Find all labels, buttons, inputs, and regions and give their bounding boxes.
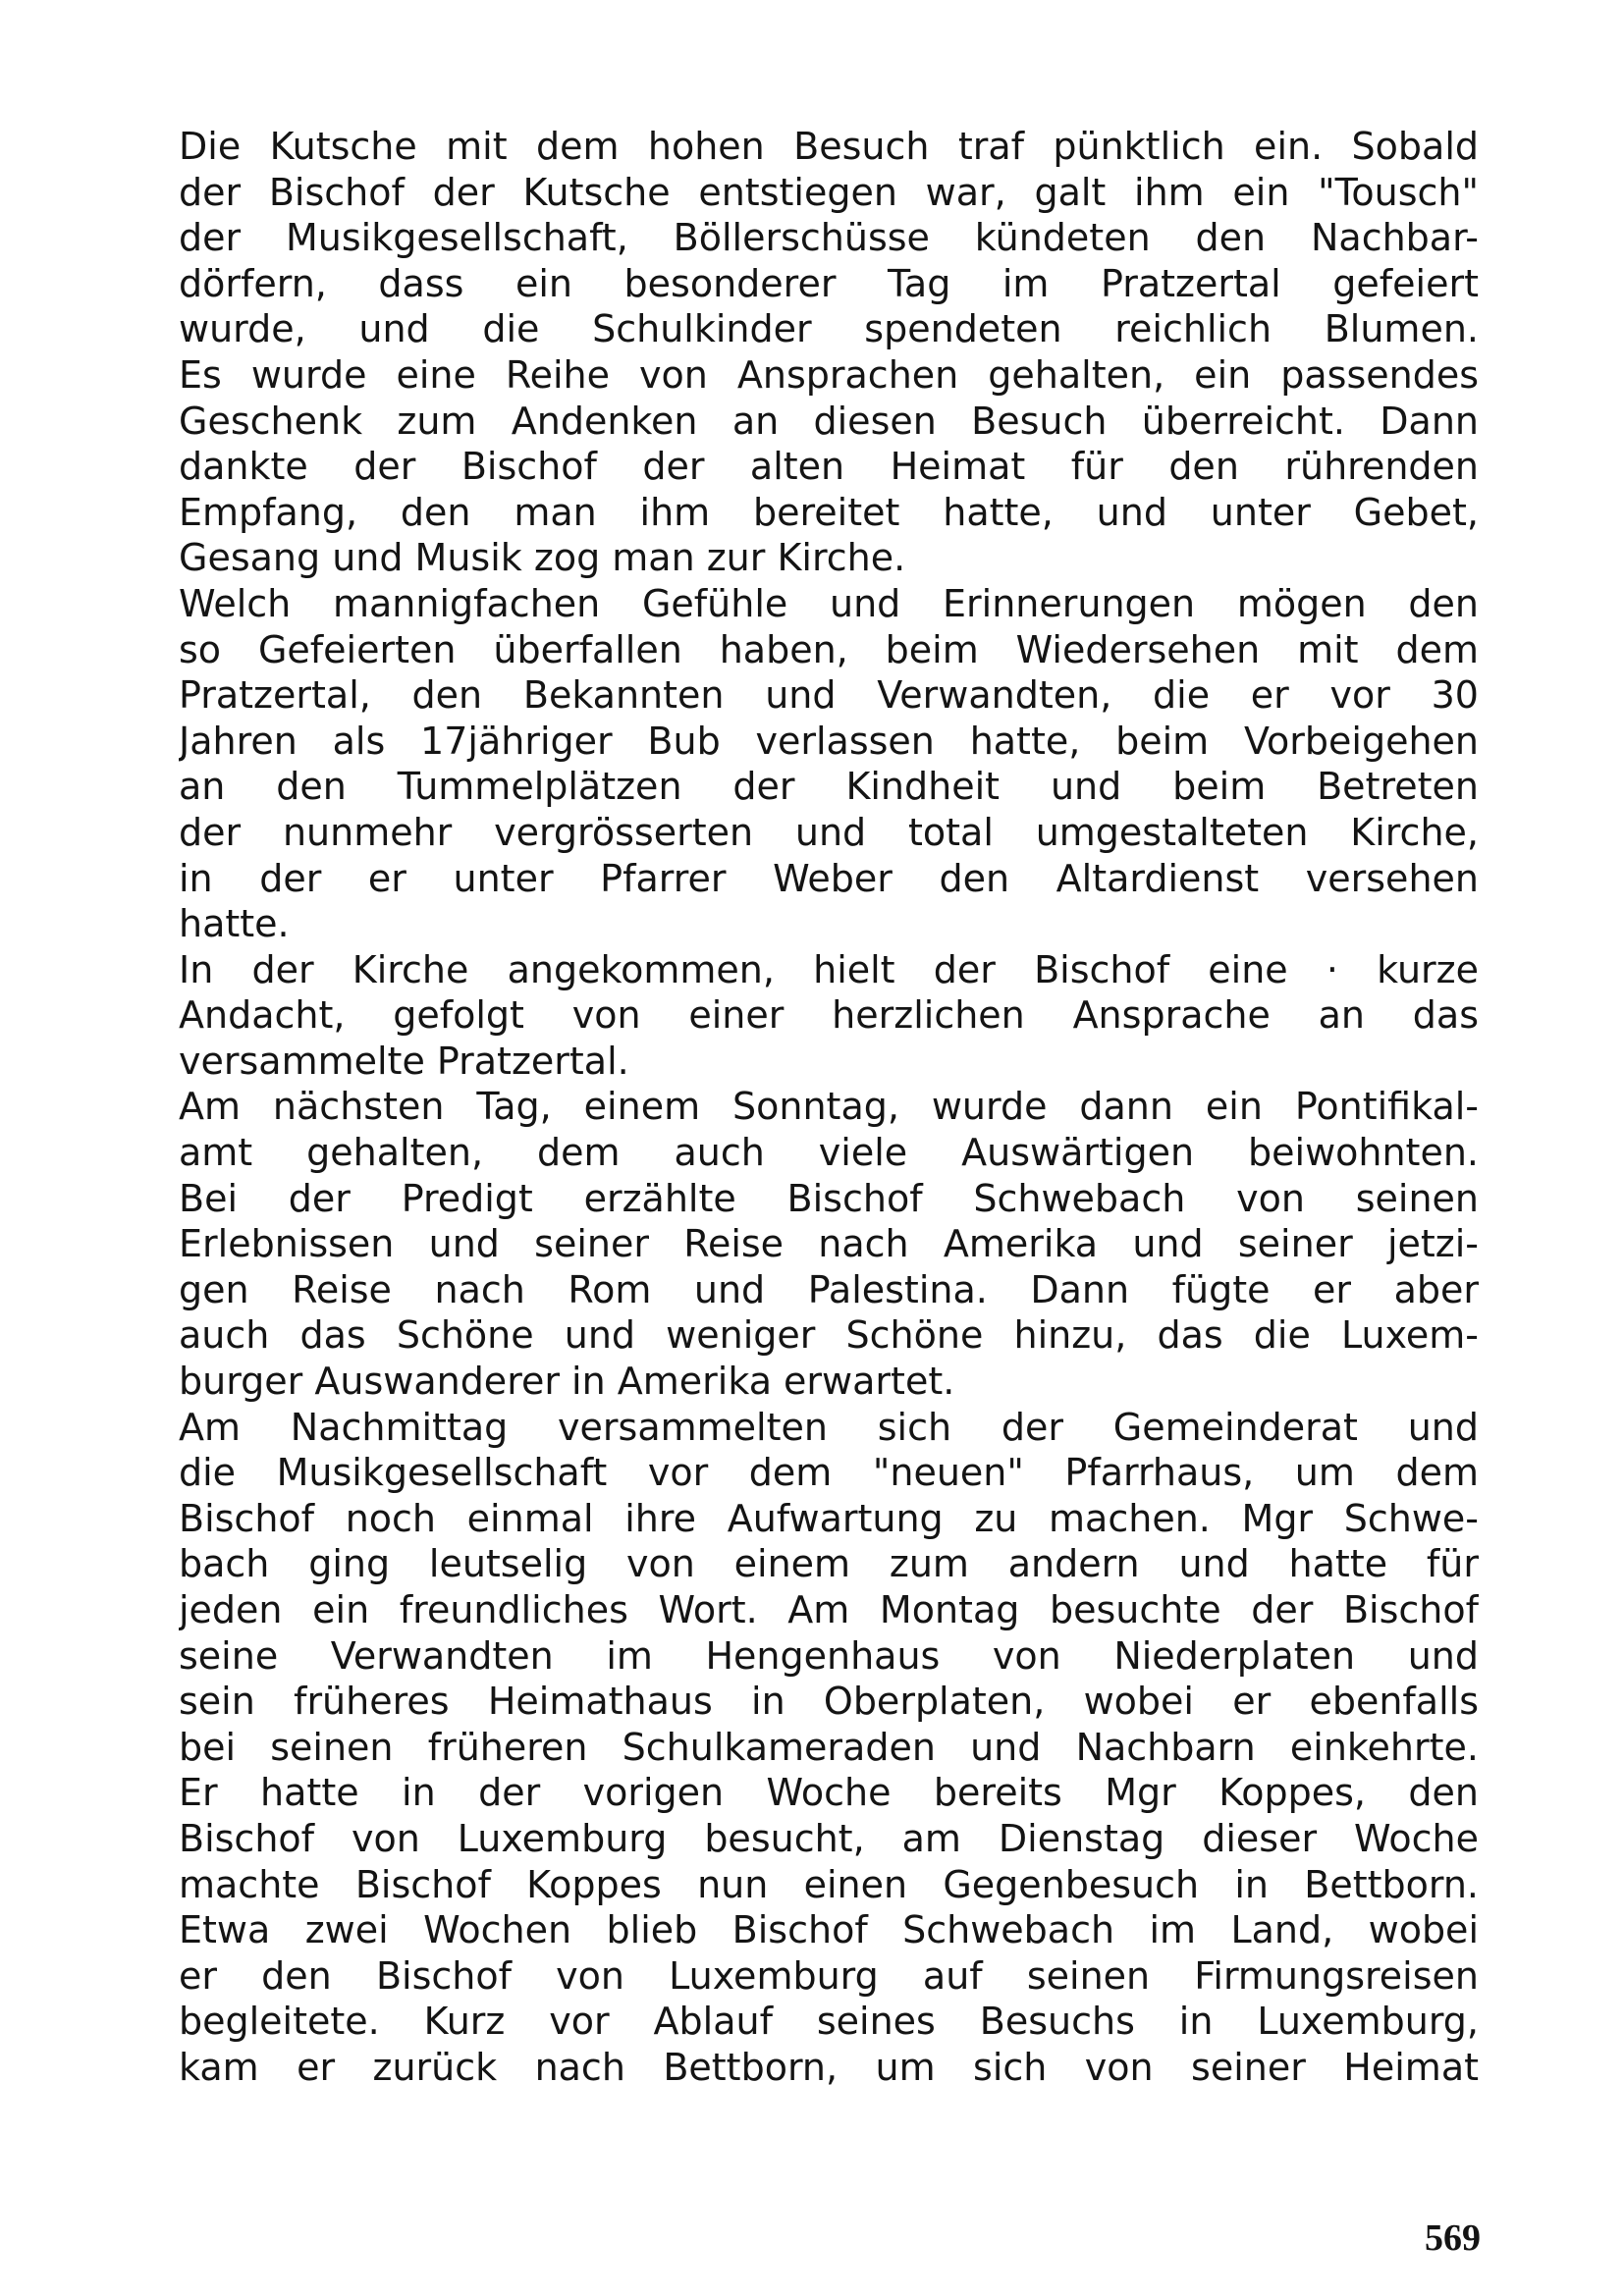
- text-line: auch das Schöne und weniger Schöne hinzu, das die Luxem-: [179, 1313, 1479, 1358]
- text-line: In der Kirche angekommen, hielt der Bischof eine · kurze: [179, 947, 1479, 991]
- text-line: so Gefeierten überfallen haben, beim Wiedersehen mit dem: [179, 627, 1479, 671]
- text-line: an den Tummelplätzen der Kindheit und beim Betreten: [179, 765, 1479, 809]
- page-number: 569: [1425, 2217, 1481, 2259]
- text-line: dankte der Bischof der alten Heimat für den rührenden: [179, 445, 1479, 489]
- text-line: dörfern, dass ein besonderer Tag im Pratzertal gefeiert: [179, 261, 1479, 305]
- text-line: hatte.: [179, 902, 290, 946]
- text-line: amt gehalten, dem auch viele Auswärtigen beiwohnten.: [179, 1131, 1479, 1175]
- text-line: Empfang, den man ihm bereitet hatte, und unter Gebet,: [179, 490, 1479, 534]
- text-line: Pratzertal, den Bekannten und Verwandten, die er vor 30: [179, 673, 1479, 718]
- text-line: kam er zurück nach Bettborn, um sich von seiner Heimat: [179, 2045, 1479, 2089]
- text-line: burger Auswanderer in Amerika erwartet.: [179, 1360, 955, 1404]
- text-line: gen Reise nach Rom und Palestina. Dann fügte er aber: [179, 1267, 1479, 1311]
- text-line: Erlebnissen und seiner Reise nach Amerika und seiner jetzi-: [179, 1222, 1479, 1266]
- text-line: Jahren als 17jähriger Bub verlassen hatte, beim Vorbeigehen: [179, 719, 1479, 763]
- text-line: der Bischof der Kutsche entstiegen war, galt ihm ein "Tousch": [179, 170, 1479, 214]
- text-line: Andacht, gefolgt von einer herzlichen Ansprache an das: [179, 993, 1479, 1038]
- text-line: Es wurde eine Reihe von Ansprachen gehalten, ein passendes: [179, 352, 1479, 397]
- text-line: Am Nachmittag versammelten sich der Gemeinderat und: [179, 1405, 1479, 1449]
- text-line: versammelte Pratzertal.: [179, 1039, 629, 1083]
- text-line: Bei der Predigt erzählte Bischof Schwebach von seinen: [179, 1176, 1479, 1220]
- text-line: sein früheres Heimathaus in Oberplaten, wobei er ebenfalls: [179, 1680, 1479, 1724]
- text-line: der nunmehr vergrösserten und total umgestalteten Kirche,: [179, 810, 1479, 854]
- text-line: der Musikgesellschaft, Böllerschüsse kündeten den Nachbar-: [179, 216, 1479, 260]
- text-line: Gesang und Musik zog man zur Kirche.: [179, 536, 906, 580]
- text-line: in der er unter Pfarrer Weber den Altardienst versehen: [179, 856, 1479, 900]
- text-line: Geschenk zum Andenken an diesen Besuch überreicht. Dann: [179, 399, 1479, 443]
- text-line: bei seinen früheren Schulkameraden und Nachbarn einkehrte.: [179, 1725, 1479, 1769]
- text-line: Bischof noch einmal ihre Aufwartung zu machen. Mgr Schwe-: [179, 1496, 1479, 1540]
- text-line: Die Kutsche mit dem hohen Besuch traf pünktlich ein. Sobald: [179, 125, 1479, 168]
- text-line: er den Bischof von Luxemburg auf seinen Firmungsreisen: [179, 1953, 1479, 1998]
- text-line: Welch mannigfachen Gefühle und Erinnerungen mögen den: [179, 581, 1479, 625]
- text-line: Bischof von Luxemburg besucht, am Dienstag dieser Woche: [179, 1816, 1479, 1860]
- text-line: bach ging leutselig von einem zum andern und hatte für: [179, 1542, 1479, 1586]
- text-line: wurde, und die Schulkinder spendeten reichlich Blumen.: [179, 307, 1479, 351]
- text-line: Am nächsten Tag, einem Sonntag, wurde dann ein Pontifikal-: [179, 1085, 1479, 1129]
- text-line: jeden ein freundliches Wort. Am Montag besuchte der Bischof: [179, 1588, 1479, 1631]
- text-line: Etwa zwei Wochen blieb Bischof Schwebach im Land, wobei: [179, 1908, 1479, 1952]
- text-line: begleitete. Kurz vor Ablauf seines Besuchs in Luxemburg,: [179, 2000, 1479, 2044]
- text-line: Er hatte in der vorigen Woche bereits Mgr Koppes, den: [179, 1771, 1479, 1815]
- text-line: die Musikgesellschaft vor dem "neuen" Pfarrhaus, um dem: [179, 1451, 1479, 1495]
- text-line: seine Verwandten im Hengenhaus von Niederplaten und: [179, 1633, 1479, 1678]
- text-line: machte Bischof Koppes nun einen Gegenbesuch in Bettborn.: [179, 1862, 1479, 1906]
- body-text: [179, 124, 1479, 2091]
